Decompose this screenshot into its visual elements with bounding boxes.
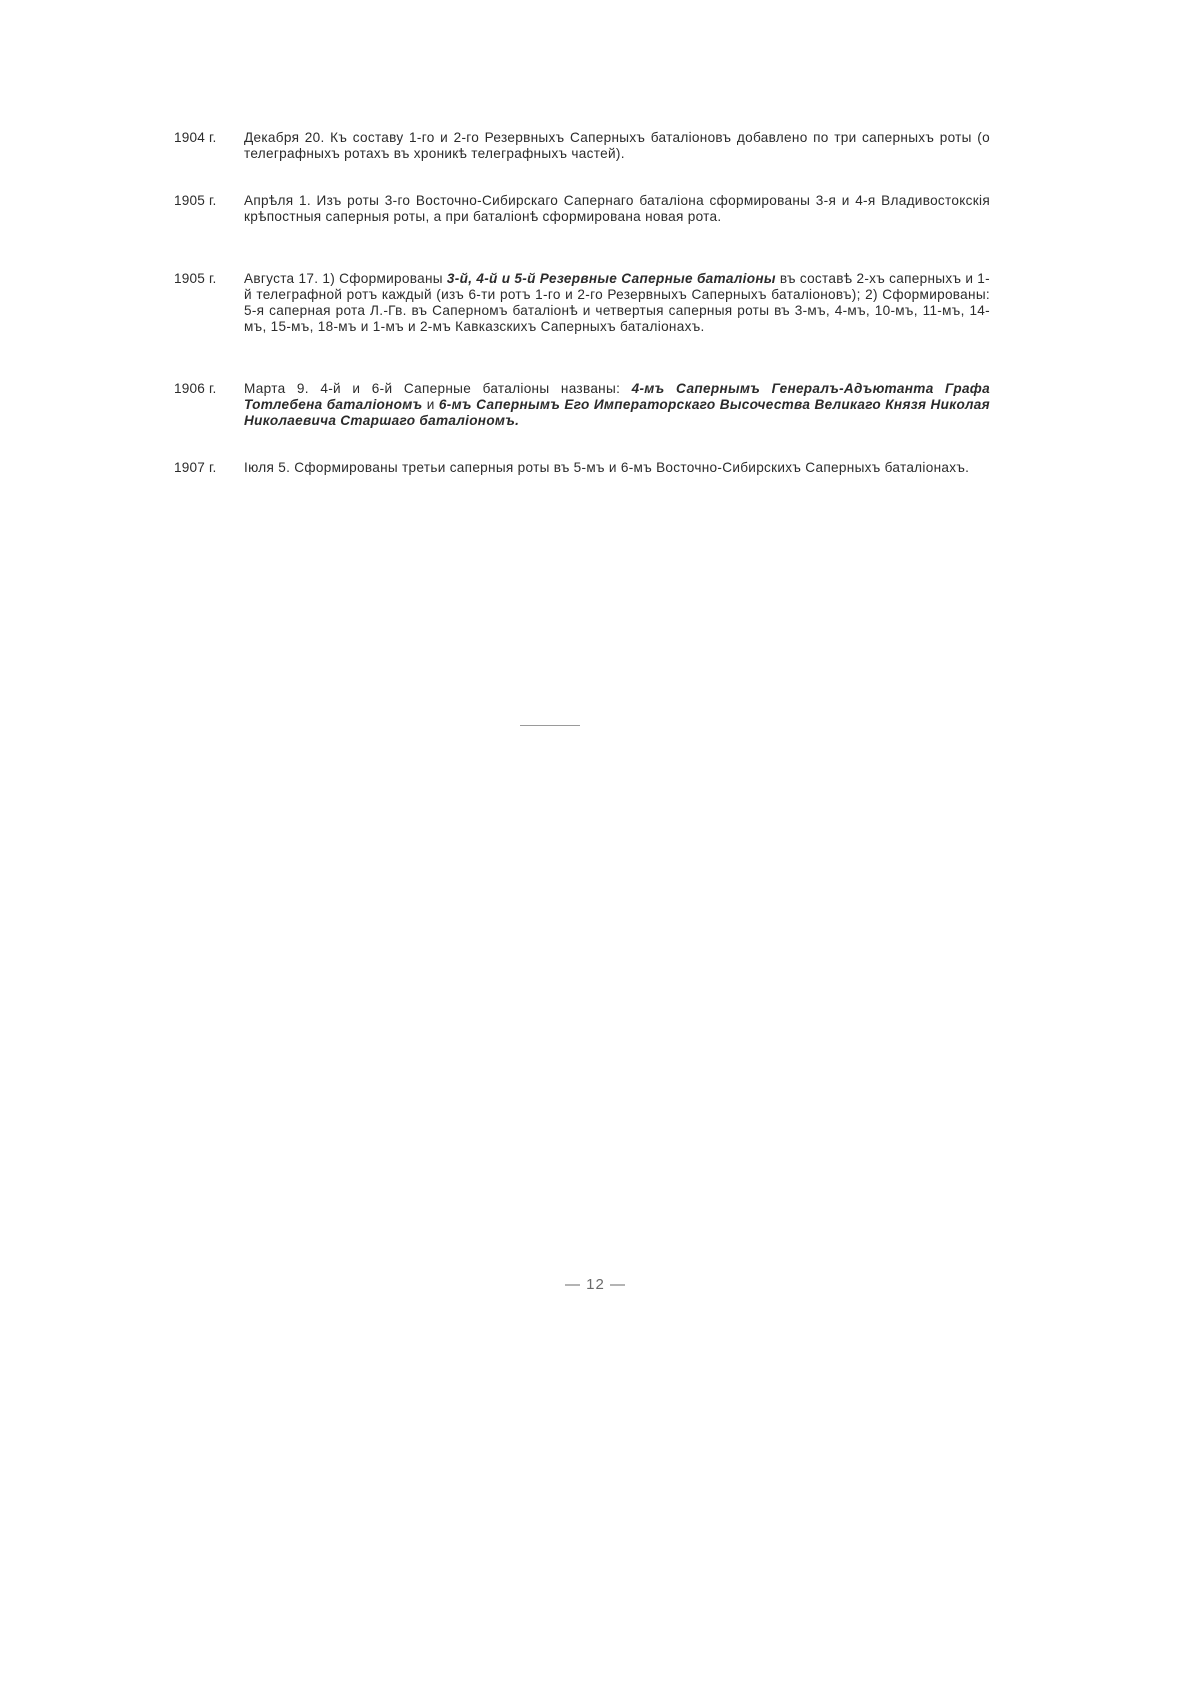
chronicle-entry	[174, 193, 990, 225]
entry-text-part: въ составѣ 2-хъ саперныхъ и 1-й телеграфной ротъ каждый (изъ 6-ти ротъ 1-го и 2-го Резервныхъ Саперныхъ баталіоновъ); 2) Сформированы: 5-я саперная рота Л.-Гв. въ Саперномъ баталіонѣ и четвертыя саперныя роты въ 3-мъ, 4-мъ, 10-мъ, 11-мъ, 14-мъ, 15-мъ, 18-мъ и 1-мъ и 2-мъ Кавказскихъ Саперныхъ баталіонахъ.	[244, 271, 990, 334]
chronicle-entry	[174, 381, 990, 429]
chronicle-entry	[174, 130, 990, 162]
entry-text: Декабря 20. Къ составу 1-го и 2-го Резервныхъ Саперныхъ баталіоновъ добавлено по три саперныхъ роты (о телеграфныхъ ротахъ въ хроникѣ телеграфныхъ частей).	[244, 130, 990, 161]
entry-year: 1906 г.	[174, 381, 217, 396]
entry-text: Іюля 5. Сформированы третьи саперныя роты въ 5-мъ и 6-мъ Восточно-Сибирскихъ Саперныхъ баталіонахъ.	[244, 460, 970, 475]
entry-year: 1905 г.	[174, 271, 217, 286]
entry-emphasis: 6-мъ Сапернымъ Его Императорскаго Высочества Великаго Князя Николая Николаевича Старшаго баталіономъ.	[244, 397, 990, 428]
entry-emphasis: 4-мъ Сапернымъ Генералъ-Адъютанта Графа Тотлебена баталіономъ	[244, 381, 990, 412]
entry-text: Апрѣля 1. Изъ роты 3-го Восточно-Сибирскаго Сапернаго баталіона сформированы 3-я и 4-я Владивостокскія крѣпостныя саперныя роты, а при баталіонѣ сформирована новая рота.	[244, 193, 990, 224]
entry-year: 1904 г.	[174, 130, 217, 145]
page-number: — 12 —	[564, 1276, 627, 1293]
section-divider	[520, 725, 580, 726]
entry-emphasis: 3-й, 4-й и 5-й Резервные Саперные баталіоны	[446, 271, 776, 286]
entry-text-part: Марта 9. 4-й и 6-й Саперные баталіоны названы:	[244, 381, 632, 396]
entry-year: 1905 г.	[174, 193, 217, 208]
chronicle-entry	[174, 271, 990, 335]
entry-text	[244, 381, 990, 429]
entry-text-part: Августа 17. 1) Сформированы	[244, 271, 447, 286]
chronicle-entry	[174, 460, 990, 476]
entry-text	[244, 271, 990, 335]
entry-text-part: и	[422, 397, 439, 412]
entry-year: 1907 г.	[174, 460, 217, 475]
